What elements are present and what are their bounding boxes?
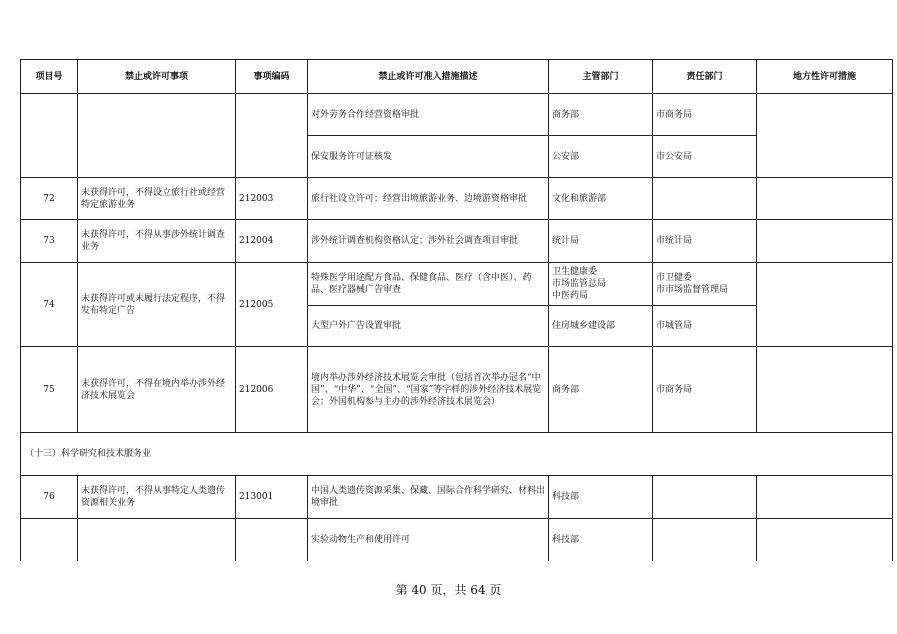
dept-cell: 商务部	[549, 94, 653, 136]
dept-cell: 统计局	[549, 220, 653, 263]
code-cell: 212003	[236, 178, 308, 220]
header-item-number: 项目号	[21, 60, 78, 94]
section-row	[21, 433, 893, 476]
description-cell: 涉外统计调查机构资格认定；涉外社会调查项目审批	[308, 220, 549, 263]
table-row	[21, 94, 893, 136]
code-cell: 213001	[236, 476, 308, 519]
resp-cell: 市公安局	[653, 136, 757, 178]
local-cell	[757, 220, 893, 263]
item-number-cell	[21, 519, 78, 561]
table-row	[21, 519, 893, 561]
dept-cell: 科技部	[549, 476, 653, 519]
description-cell: 实验动物生产和使用许可	[308, 519, 549, 561]
local-cell	[757, 178, 893, 220]
code-cell: 212006	[236, 347, 308, 433]
code-cell	[236, 94, 308, 178]
table-row	[21, 263, 893, 306]
table-row	[21, 347, 893, 433]
header-description: 禁止或许可准入措施描述	[308, 60, 549, 94]
header-local-measures: 地方性许可措施	[757, 60, 893, 94]
code-cell: 212004	[236, 220, 308, 263]
local-cell	[757, 476, 893, 519]
resp-line: 市卫健委	[656, 273, 693, 283]
item-number-cell: 73	[21, 220, 78, 263]
item-number-cell: 75	[21, 347, 78, 433]
permit-table	[20, 59, 893, 561]
item-number-cell: 74	[21, 263, 78, 347]
resp-cell: 市商务局	[653, 347, 757, 433]
description-cell: 保安服务许可证核发	[308, 136, 549, 178]
item-number-cell: 72	[21, 178, 78, 220]
item-number-cell	[21, 94, 78, 178]
dept-line: 卫生健康委	[552, 267, 598, 277]
local-cell	[757, 519, 893, 561]
resp-cell	[653, 263, 757, 306]
resp-line: 市市场监督管理局	[656, 285, 729, 295]
dept-cell: 住房城乡建设部	[549, 306, 653, 347]
dept-cell: 公安部	[549, 136, 653, 178]
description-cell: 中国人类遗传资源采集、保藏、国际合作科学研究、材料出境审批	[308, 476, 549, 519]
resp-cell	[653, 178, 757, 220]
description-cell: 大型户外广告设置审批	[308, 306, 549, 347]
dept-cell	[549, 263, 653, 306]
code-cell: 212005	[236, 263, 308, 347]
local-cell	[757, 263, 893, 347]
dept-line: 市场监管总局	[552, 279, 607, 289]
item-cell: 未获得许可，不得在境内举办涉外经济技术展览会	[78, 347, 236, 433]
item-number-cell: 76	[21, 476, 78, 519]
local-cell	[757, 94, 893, 178]
description-cell: 境内举办涉外经济技术展览会审批（包括首次举办冠名“中国”、“中华”、“全国”、“国家”等字样的涉外经济技术展览会；外国机构参与主办的涉外经济技术展览会）	[308, 347, 549, 433]
table-row	[21, 220, 893, 263]
code-cell	[236, 519, 308, 561]
page-footer: 第 40 页，共 64 页	[395, 583, 502, 597]
resp-cell: 市商务局	[653, 94, 757, 136]
dept-cell: 文化和旅游部	[549, 178, 653, 220]
dept-cell: 商务部	[549, 347, 653, 433]
resp-cell: 市统计局	[653, 220, 757, 263]
section-title: （十三）科学研究和技术服务业	[21, 433, 893, 476]
item-cell: 未获得许可，不得设立旅行社或经营特定旅游业务	[78, 178, 236, 220]
header-item: 禁止或许可事项	[78, 60, 236, 94]
table-row	[21, 178, 893, 220]
description-cell: 特殊医学用途配方食品、保健食品、医疗（含中医）、药品、医疗器械广告审查	[308, 263, 549, 306]
resp-cell: 市城管局	[653, 306, 757, 347]
item-cell: 未获得许可或未履行法定程序，不得发布特定广告	[78, 263, 236, 347]
item-cell	[78, 94, 236, 178]
dept-cell: 科技部	[549, 519, 653, 561]
resp-cell	[653, 519, 757, 561]
resp-cell	[653, 476, 757, 519]
dept-line: 中医药局	[552, 291, 589, 301]
header-code: 事项编码	[236, 60, 308, 94]
header-row	[21, 60, 893, 94]
description-cell: 对外劳务合作经营资格审批	[308, 94, 549, 136]
item-cell: 未获得许可，不得从事涉外统计调查业务	[78, 220, 236, 263]
header-responsible-dept: 责任部门	[653, 60, 757, 94]
item-cell: 未获得许可，不得从事特定人类遗传资源相关业务	[78, 476, 236, 519]
local-cell	[757, 347, 893, 433]
item-cell	[78, 519, 236, 561]
header-supervising-dept: 主管部门	[549, 60, 653, 94]
table-row	[21, 476, 893, 519]
description-cell: 旅行社设立许可；经营出境旅游业务、边境游资格审批	[308, 178, 549, 220]
